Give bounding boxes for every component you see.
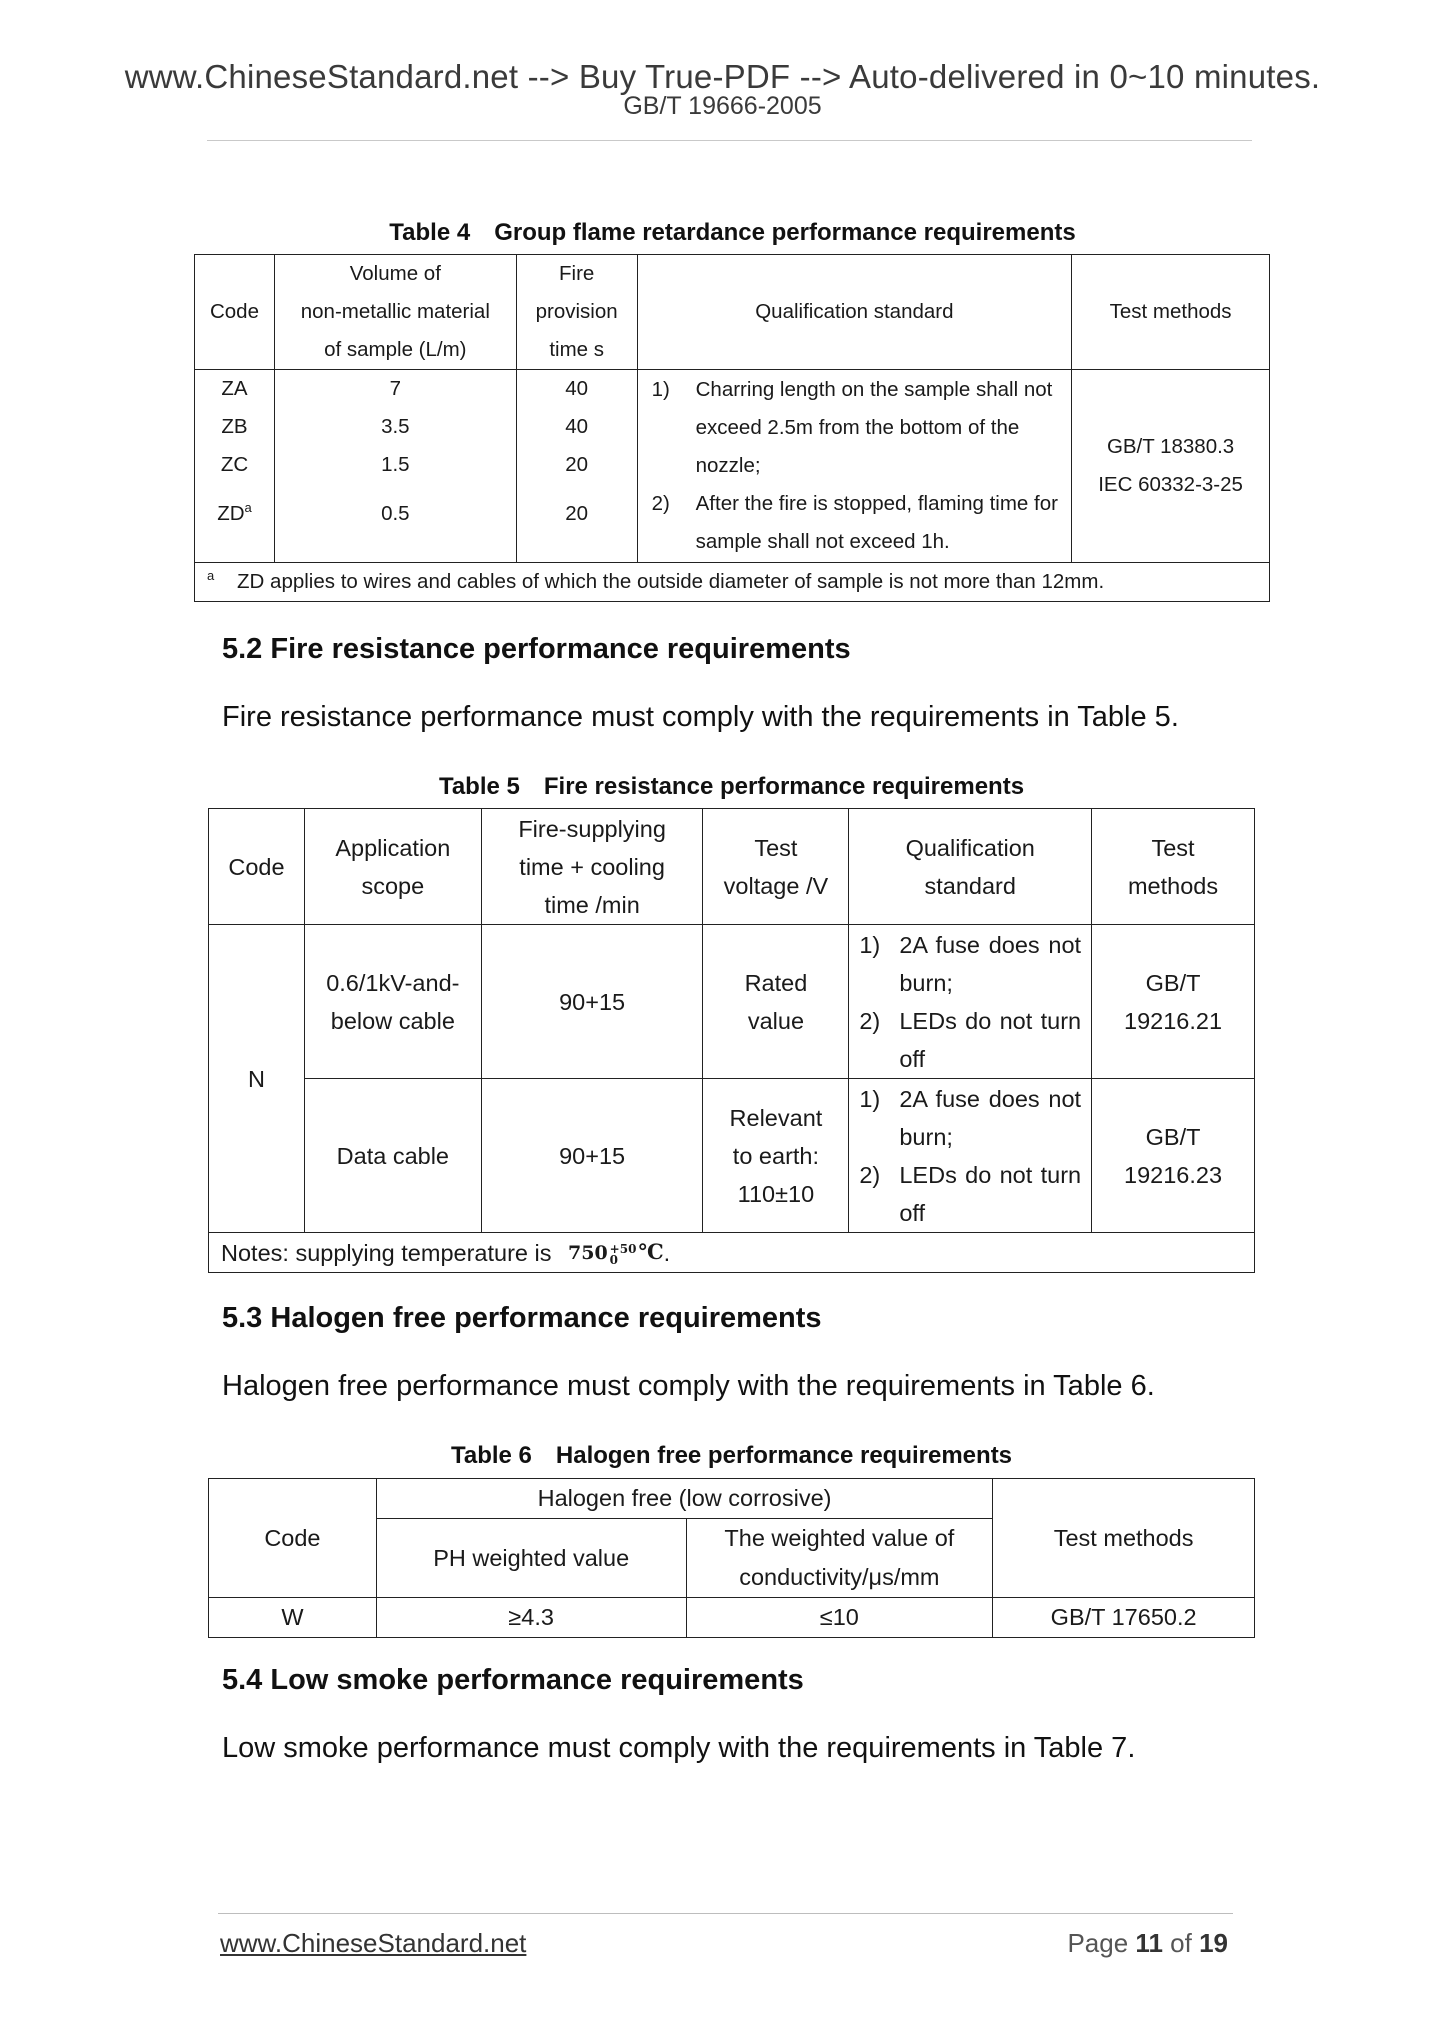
table4-header-volume: Volume of non-metallic material of sample (L/m) <box>274 255 516 370</box>
table5-note-row <box>209 1233 1255 1273</box>
table6-caption <box>208 1442 1255 1470</box>
table4-volumes: 7 3.5 1.5 0.5 <box>274 370 516 563</box>
table6-number: Table 6 <box>450 1442 532 1469</box>
table6-header-row-1 <box>209 1479 1255 1519</box>
table5-scope-cable: 0.6/1kV-and- below cable <box>304 925 481 1079</box>
table4-header-qualification: Qualification standard <box>637 255 1072 370</box>
table6-code: W <box>209 1598 377 1638</box>
table4-body-row <box>195 370 1270 563</box>
table5-title: Fire resistance performance requirements <box>543 773 1025 800</box>
table4-number: Table 4 <box>389 219 471 246</box>
table5 <box>208 808 1255 1273</box>
table5-header-voltage: Test voltage /V <box>703 809 849 925</box>
table5-note-temperature: 750 +50 0 ℃ <box>568 1239 664 1267</box>
table5-row-cable <box>209 925 1255 1079</box>
table5-voltage-data: Relevant to earth: 110±10 <box>703 1079 849 1233</box>
section-5-3-heading: 5.3 Halogen free performance requirements <box>222 1302 822 1334</box>
table4-qualification: 1) Charring length on the sample shall not exceed 2.5m from the bottom of the nozzle; 2) After the fire is stopped, flaming time for sample shall not exceed 1h. <box>637 370 1072 563</box>
table5-number: Table 5 <box>438 773 520 800</box>
table5-header-row <box>209 809 1255 925</box>
table4-fire-times: 40 40 20 20 <box>516 370 637 563</box>
table4-header-row <box>195 255 1270 370</box>
table5-header-qualification: Qualification standard <box>849 809 1092 925</box>
table6-title: Halogen free performance requirements <box>555 1442 1013 1469</box>
standard-number: GB/T 19666-2005 <box>623 92 822 120</box>
table6-conductivity: ≤10 <box>686 1598 993 1638</box>
table5-caption <box>208 773 1255 801</box>
footer-divider <box>218 1913 1233 1914</box>
table5-qualification-data: 1) 2A fuse does not burn; 2) LEDs do not turn off <box>849 1079 1092 1233</box>
table4-header-test-methods: Test methods <box>1072 255 1270 370</box>
table5-note: Notes: supplying temperature is 750 +50 0 ℃. <box>209 1233 1255 1273</box>
table4-title: Group flame retardance performance requirements <box>494 219 1076 246</box>
table5-row-data-cable <box>209 1079 1255 1233</box>
table5-test-cable: GB/T 19216.21 <box>1092 925 1255 1079</box>
table6-ph: ≥4.3 <box>376 1598 686 1638</box>
table6-test: GB/T 17650.2 <box>993 1598 1255 1638</box>
site-banner: www.ChineseStandard.net --> Buy True-PDF --> Auto-delivered in 0~10 minutes. <box>124 58 1321 95</box>
section-5-2-heading: 5.2 Fire resistance performance requirements <box>222 633 851 665</box>
section-5-4-text: Low smoke performance must comply with the requirements in Table 7. <box>222 1732 1136 1764</box>
table5-qualification-cable: 1) 2A fuse does not burn; 2) LEDs do not turn off <box>849 925 1092 1079</box>
table5-header-scope: Application scope <box>304 809 481 925</box>
table5-header-time: Fire-supplying time + cooling time /min <box>481 809 703 925</box>
table4-header-code: Code <box>195 255 275 370</box>
section-5-2-text: Fire resistance performance must comply with the requirements in Table 5. <box>222 701 1179 733</box>
table5-scope-data: Data cable <box>304 1079 481 1233</box>
table4-header-fire-time: Fire provision time s <box>516 255 637 370</box>
table5-time-data: 90+15 <box>481 1079 703 1233</box>
table6-header-conductivity: The weighted value of conductivity/μs/mm <box>686 1519 993 1598</box>
footer-site-link[interactable]: www.ChineseStandard.net <box>220 1928 527 1958</box>
table5-header-code: Code <box>209 809 305 925</box>
table6-row-w <box>209 1598 1255 1638</box>
table4-footnote-row <box>195 563 1270 602</box>
section-5-3-text: Halogen free performance must comply with the requirements in Table 6. <box>222 1370 1155 1402</box>
table5-test-data: GB/T 19216.23 <box>1092 1079 1255 1233</box>
table6 <box>208 1478 1255 1638</box>
section-5-4-heading: 5.4 Low smoke performance requirements <box>222 1664 804 1696</box>
page-indicator: Page 11 of 19 <box>1067 1928 1228 1958</box>
header-divider <box>207 140 1252 141</box>
table6-header-ph: PH weighted value <box>376 1519 686 1598</box>
table4 <box>194 254 1270 602</box>
table4-caption <box>195 219 1270 247</box>
table5-voltage-cable: Rated value <box>703 925 849 1079</box>
table6-header-code: Code <box>209 1479 377 1598</box>
table6-header-group: Halogen free (low corrosive) <box>376 1479 992 1519</box>
table4-footnote: $^a$ ZD applies to wires and cables of which the outside diameter of sample is not more than 12mm. <box>195 563 1270 602</box>
table6-header-test: Test methods <box>993 1479 1255 1598</box>
table5-header-test: Test methods <box>1092 809 1255 925</box>
table5-time-cable: 90+15 <box>481 925 703 1079</box>
table4-codes: ZA ZB ZC $ZD^a$ <box>195 370 275 563</box>
table5-code: N <box>209 925 305 1233</box>
table4-test-methods: GB/T 18380.3 IEC 60332-3-25 <box>1072 370 1270 563</box>
